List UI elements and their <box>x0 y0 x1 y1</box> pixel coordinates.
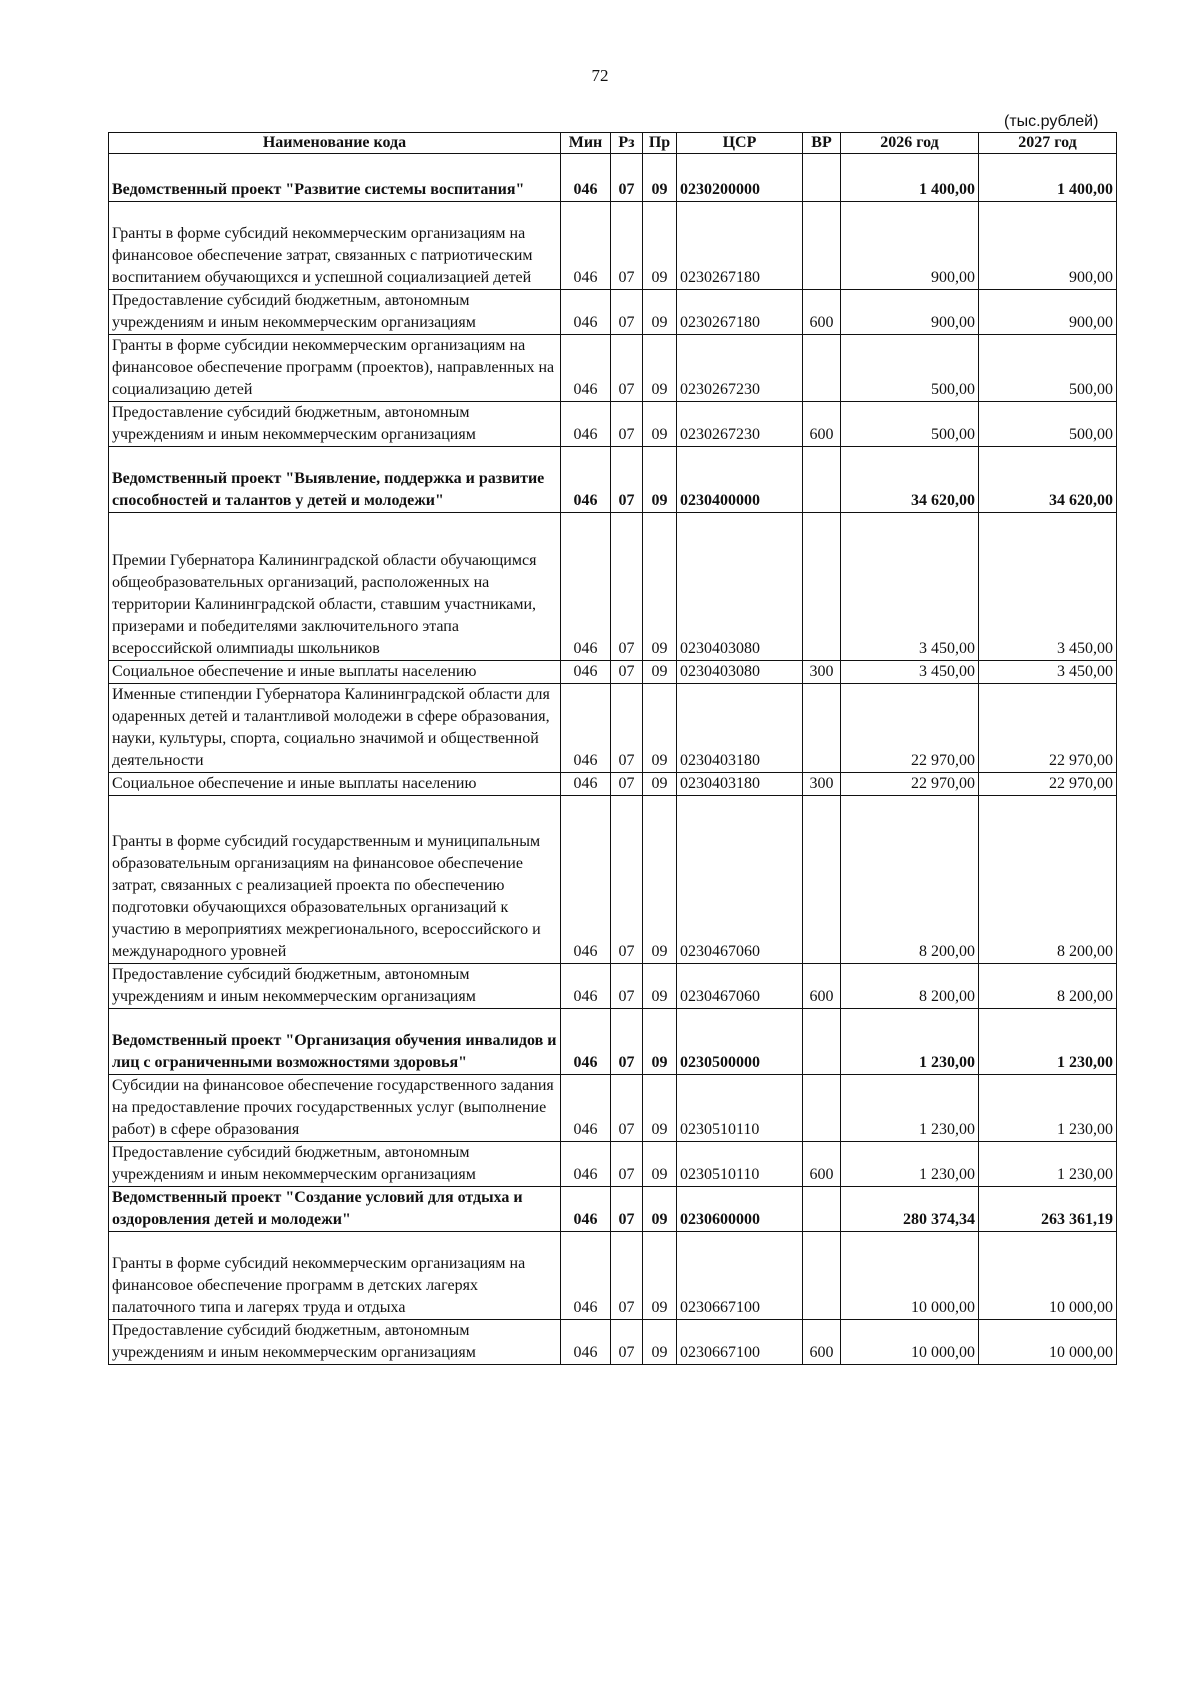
row-pr: 09 <box>643 661 677 684</box>
header-pr: Пр <box>643 133 677 154</box>
row-2026: 900,00 <box>841 290 979 335</box>
row-name: Ведомственный проект "Выявление, поддержка и развитие способностей и талантов у детей и молодежи" <box>109 447 561 513</box>
row-vr: 300 <box>803 661 841 684</box>
row-pr: 09 <box>643 964 677 1009</box>
row-min: 046 <box>561 335 611 402</box>
row-name: Именные стипендии Губернатора Калининградской области для одаренных детей и талантливой молодежи в сфере образования, науки, культуры, спорта, социально значимой и общественной деятельности <box>109 684 561 773</box>
row-name: Гранты в форме субсидии некоммерческим организациям на финансовое обеспечение программ (проектов), направленных на социализацию детей <box>109 335 561 402</box>
row-min: 046 <box>561 513 611 661</box>
project-row <box>109 154 1117 202</box>
row-2026: 34 620,00 <box>841 447 979 513</box>
row-rz: 07 <box>611 661 643 684</box>
row-min: 046 <box>561 1232 611 1320</box>
row-2027: 10 000,00 <box>979 1232 1117 1320</box>
row-csr: 0230403080 <box>677 513 803 661</box>
row-2026: 900,00 <box>841 202 979 290</box>
row-min: 046 <box>561 661 611 684</box>
row-rz: 07 <box>611 1075 643 1142</box>
row-vr <box>803 1075 841 1142</box>
row-rz: 07 <box>611 1142 643 1187</box>
row-pr: 09 <box>643 1320 677 1365</box>
row-csr: 0230500000 <box>677 1009 803 1075</box>
table-row <box>109 796 1117 964</box>
row-min: 046 <box>561 796 611 964</box>
row-2026: 1 230,00 <box>841 1009 979 1075</box>
header-2027: 2027 год <box>979 133 1117 154</box>
row-vr: 600 <box>803 1320 841 1365</box>
table-row <box>109 661 1117 684</box>
header-row <box>109 133 1117 154</box>
unit-label: (тыс.рублей) <box>1004 113 1099 130</box>
row-2027: 34 620,00 <box>979 447 1117 513</box>
row-2027: 22 970,00 <box>979 773 1117 796</box>
row-min: 046 <box>561 447 611 513</box>
row-name: Премии Губернатора Калининградской области обучающимся общеобразовательных организаций, расположенных на территории Калининградской области, ставшим участниками, призерами и победителями заключительного этапа всероссийской олимпиады школьников <box>109 513 561 661</box>
row-2027: 263 361,19 <box>979 1187 1117 1232</box>
budget-table <box>108 132 1117 1365</box>
row-rz: 07 <box>611 1320 643 1365</box>
table-row <box>109 513 1117 661</box>
row-rz: 07 <box>611 1232 643 1320</box>
table-row <box>109 1232 1117 1320</box>
row-name: Социальное обеспечение и иные выплаты населению <box>109 661 561 684</box>
row-rz: 07 <box>611 154 643 202</box>
row-min: 046 <box>561 154 611 202</box>
row-name: Ведомственный проект "Создание условий для отдыха и оздоровления детей и молодежи" <box>109 1187 561 1232</box>
table-row <box>109 1142 1117 1187</box>
row-2027: 22 970,00 <box>979 684 1117 773</box>
row-name: Ведомственный проект "Организация обучения инвалидов и лиц с ограниченными возможностями здоровья" <box>109 1009 561 1075</box>
row-pr: 09 <box>643 402 677 447</box>
row-name: Гранты в форме субсидий некоммерческим организациям на финансовое обеспечение затрат, связанных с патриотическим воспитанием обучающихся и успешной социализацией детей <box>109 202 561 290</box>
row-vr <box>803 1232 841 1320</box>
row-name: Предоставление субсидий бюджетным, автономным учреждениям и иным некоммерческим организациям <box>109 1320 561 1365</box>
row-vr: 600 <box>803 1142 841 1187</box>
row-csr: 0230600000 <box>677 1187 803 1232</box>
row-csr: 0230400000 <box>677 447 803 513</box>
row-pr: 09 <box>643 154 677 202</box>
row-min: 046 <box>561 1142 611 1187</box>
row-csr: 0230467060 <box>677 964 803 1009</box>
row-pr: 09 <box>643 796 677 964</box>
row-pr: 09 <box>643 1142 677 1187</box>
row-pr: 09 <box>643 513 677 661</box>
row-min: 046 <box>561 684 611 773</box>
row-rz: 07 <box>611 684 643 773</box>
row-vr <box>803 1009 841 1075</box>
row-pr: 09 <box>643 684 677 773</box>
header-csr: ЦСР <box>677 133 803 154</box>
row-2026: 8 200,00 <box>841 796 979 964</box>
row-2027: 1 230,00 <box>979 1142 1117 1187</box>
row-pr: 09 <box>643 1232 677 1320</box>
row-name: Социальное обеспечение и иные выплаты населению <box>109 773 561 796</box>
row-csr: 0230200000 <box>677 154 803 202</box>
page-number: 72 <box>591 66 609 85</box>
table-row <box>109 773 1117 796</box>
table-row <box>109 402 1117 447</box>
row-rz: 07 <box>611 202 643 290</box>
row-pr: 09 <box>643 202 677 290</box>
row-2026: 22 970,00 <box>841 773 979 796</box>
row-csr: 0230403180 <box>677 684 803 773</box>
row-vr <box>803 513 841 661</box>
row-2026: 500,00 <box>841 402 979 447</box>
table-row <box>109 290 1117 335</box>
row-pr: 09 <box>643 1009 677 1075</box>
row-vr <box>803 796 841 964</box>
row-pr: 09 <box>643 1187 677 1232</box>
row-rz: 07 <box>611 447 643 513</box>
row-csr: 0230267180 <box>677 290 803 335</box>
row-vr <box>803 1187 841 1232</box>
row-name: Гранты в форме субсидий некоммерческим организациям на финансовое обеспечение программ в детских лагерях палаточного типа и лагерях труда и отдыха <box>109 1232 561 1320</box>
table-row <box>109 202 1117 290</box>
row-rz: 07 <box>611 1187 643 1232</box>
row-rz: 07 <box>611 335 643 402</box>
row-csr: 0230403180 <box>677 773 803 796</box>
row-csr: 0230667100 <box>677 1320 803 1365</box>
row-min: 046 <box>561 402 611 447</box>
header-min: Мин <box>561 133 611 154</box>
row-2026: 3 450,00 <box>841 513 979 661</box>
row-2026: 1 400,00 <box>841 154 979 202</box>
row-rz: 07 <box>611 964 643 1009</box>
row-name: Предоставление субсидий бюджетным, автономным учреждениям и иным некоммерческим организациям <box>109 290 561 335</box>
row-name: Гранты в форме субсидий государственным и муниципальным образовательным организациям на финансовое обеспечение затрат, связанных с реализацией проекта по обеспечению подготовки обучающихся образовательных организаций к участию в мероприятиях межрегионального, всероссийского и международного уровней <box>109 796 561 964</box>
row-vr: 600 <box>803 402 841 447</box>
row-vr <box>803 154 841 202</box>
table-row <box>109 335 1117 402</box>
header-rz: Рз <box>611 133 643 154</box>
row-min: 046 <box>561 1075 611 1142</box>
row-rz: 07 <box>611 402 643 447</box>
row-2027: 1 230,00 <box>979 1009 1117 1075</box>
row-2027: 900,00 <box>979 290 1117 335</box>
row-rz: 07 <box>611 513 643 661</box>
row-min: 046 <box>561 1187 611 1232</box>
row-name: Субсидии на финансовое обеспечение государственного задания на предоставление прочих государственных услуг (выполнение работ) в сфере образования <box>109 1075 561 1142</box>
row-csr: 0230403080 <box>677 661 803 684</box>
project-row <box>109 1187 1117 1232</box>
row-min: 046 <box>561 1009 611 1075</box>
row-csr: 0230667100 <box>677 1232 803 1320</box>
row-vr: 300 <box>803 773 841 796</box>
row-2027: 500,00 <box>979 335 1117 402</box>
table-row <box>109 684 1117 773</box>
row-2027: 500,00 <box>979 402 1117 447</box>
row-rz: 07 <box>611 290 643 335</box>
header-name: Наименование кода <box>109 133 561 154</box>
row-2027: 1 400,00 <box>979 154 1117 202</box>
row-pr: 09 <box>643 447 677 513</box>
row-vr <box>803 684 841 773</box>
row-vr <box>803 447 841 513</box>
row-2026: 22 970,00 <box>841 684 979 773</box>
row-min: 046 <box>561 1320 611 1365</box>
row-csr: 0230267230 <box>677 402 803 447</box>
row-rz: 07 <box>611 1009 643 1075</box>
row-2027: 8 200,00 <box>979 796 1117 964</box>
row-2026: 10 000,00 <box>841 1232 979 1320</box>
row-min: 046 <box>561 773 611 796</box>
row-2026: 8 200,00 <box>841 964 979 1009</box>
row-min: 046 <box>561 202 611 290</box>
row-rz: 07 <box>611 773 643 796</box>
row-2027: 8 200,00 <box>979 964 1117 1009</box>
row-2027: 1 230,00 <box>979 1075 1117 1142</box>
row-vr: 600 <box>803 964 841 1009</box>
row-vr <box>803 202 841 290</box>
table-row <box>109 1075 1117 1142</box>
row-pr: 09 <box>643 1075 677 1142</box>
row-min: 046 <box>561 964 611 1009</box>
project-row <box>109 1009 1117 1075</box>
row-vr: 600 <box>803 290 841 335</box>
row-2026: 1 230,00 <box>841 1142 979 1187</box>
row-2026: 500,00 <box>841 335 979 402</box>
row-name: Предоставление субсидий бюджетным, автономным учреждениям и иным некоммерческим организациям <box>109 964 561 1009</box>
row-vr <box>803 335 841 402</box>
row-2027: 900,00 <box>979 202 1117 290</box>
row-2027: 3 450,00 <box>979 661 1117 684</box>
row-csr: 0230467060 <box>677 796 803 964</box>
row-csr: 0230510110 <box>677 1142 803 1187</box>
table-row <box>109 964 1117 1009</box>
row-csr: 0230267180 <box>677 202 803 290</box>
project-row <box>109 447 1117 513</box>
row-name: Предоставление субсидий бюджетным, автономным учреждениям и иным некоммерческим организациям <box>109 402 561 447</box>
row-2027: 3 450,00 <box>979 513 1117 661</box>
row-2026: 280 374,34 <box>841 1187 979 1232</box>
header-2026: 2026 год <box>841 133 979 154</box>
row-pr: 09 <box>643 335 677 402</box>
row-2027: 10 000,00 <box>979 1320 1117 1365</box>
row-2026: 10 000,00 <box>841 1320 979 1365</box>
row-rz: 07 <box>611 796 643 964</box>
row-2026: 1 230,00 <box>841 1075 979 1142</box>
row-min: 046 <box>561 290 611 335</box>
row-pr: 09 <box>643 773 677 796</box>
table-row <box>109 1320 1117 1365</box>
header-vr: ВР <box>803 133 841 154</box>
row-csr: 0230510110 <box>677 1075 803 1142</box>
row-pr: 09 <box>643 290 677 335</box>
row-2026: 3 450,00 <box>841 661 979 684</box>
row-name: Предоставление субсидий бюджетным, автономным учреждениям и иным некоммерческим организациям <box>109 1142 561 1187</box>
row-csr: 0230267230 <box>677 335 803 402</box>
row-name: Ведомственный проект "Развитие системы воспитания" <box>109 154 561 202</box>
